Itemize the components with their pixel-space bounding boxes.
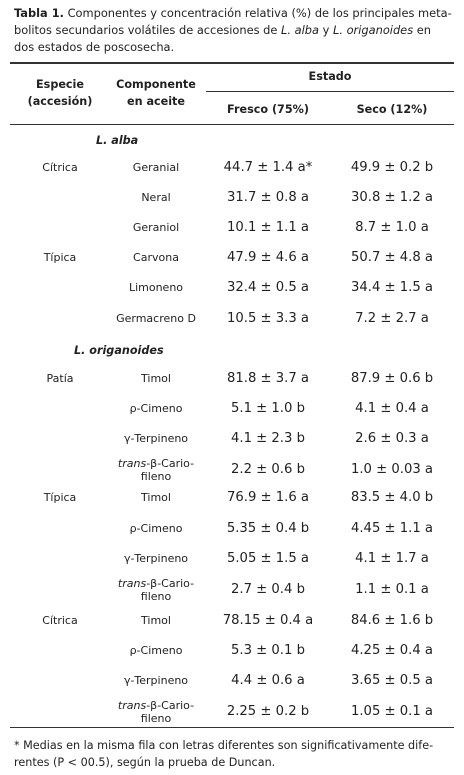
table-cell-fresco: 5.3 ± 0.1 b xyxy=(231,643,305,658)
componente-line-1: -β-Cario- xyxy=(146,457,195,470)
table-cell-componente xyxy=(106,699,206,725)
table-cell-fresco: 5.05 ± 1.5 a xyxy=(226,551,310,566)
header-estado: Estado xyxy=(308,70,352,83)
table-cell-fresco: 2.7 ± 0.4 b xyxy=(231,582,305,597)
table-cell-componente: γ-Terpineno xyxy=(123,552,189,565)
table-cell-fresco: 10.1 ± 1.1 a xyxy=(226,220,310,235)
header-bottom-rule xyxy=(10,124,454,125)
componente-line-1: -β-Cario- xyxy=(146,699,195,712)
table-cell-seco: 1.05 ± 0.1 a xyxy=(350,704,434,719)
caption-species-2: L. origanoides xyxy=(332,23,414,37)
table-cell-seco: 8.7 ± 1.0 a xyxy=(355,220,429,235)
table-cell-seco: 7.2 ± 2.7 a xyxy=(355,311,429,326)
table-cell-seco: 34.4 ± 1.5 a xyxy=(350,280,434,295)
table-cell-componente: Carvona xyxy=(133,251,179,264)
table-cell-especie: Patía xyxy=(46,372,74,385)
table-cell-especie: Cítrica xyxy=(42,161,78,174)
table-cell-componente: ρ-Cimeno xyxy=(129,644,183,657)
table-cell-seco: 4.45 ± 1.1 a xyxy=(350,521,434,536)
table-cell-componente: γ-Terpineno xyxy=(123,674,189,687)
caption-label: Tabla 1. xyxy=(14,6,64,20)
caption-text-1: Componentes y concentración relativa (%) de los principales meta-bolitos secundarios volátiles de accesiones de xyxy=(14,6,452,37)
section-l-origanoides: L. origanoides xyxy=(74,344,164,357)
footnote: * Medias en la misma fila con letras diferentes son significativamente dife-rentes (P < 00.5), según la prueba de Duncan. xyxy=(14,739,434,769)
table-cell-seco: 83.5 ± 4.0 b xyxy=(350,490,434,505)
table-cell-seco: 84.6 ± 1.6 b xyxy=(350,613,434,628)
table-cell-fresco: 2.25 ± 0.2 b xyxy=(226,704,310,719)
table-cell-componente xyxy=(106,577,206,603)
table-cell-fresco: 76.9 ± 1.6 a xyxy=(226,490,310,505)
table-cell-componente: Timol xyxy=(141,614,171,627)
table-cell-seco: 30.8 ± 1.2 a xyxy=(350,190,434,205)
table-cell-seco: 4.1 ± 1.7 a xyxy=(355,551,429,566)
table-cell-seco: 1.0 ± 0.03 a xyxy=(350,462,434,477)
header-fresco: Fresco (75%) xyxy=(227,103,309,116)
table-cell-fresco: 81.8 ± 3.7 a xyxy=(226,371,310,386)
table-cell-componente: Limoneno xyxy=(128,281,184,294)
componente-line-1: -β-Cario- xyxy=(146,577,195,590)
table-cell-seco: 4.25 ± 0.4 a xyxy=(350,643,434,658)
caption-text-mid: y xyxy=(319,23,333,37)
table-cell-fresco: 47.9 ± 4.6 a xyxy=(226,250,310,265)
table-cell-componente: ρ-Cimeno xyxy=(129,522,183,535)
table-cell-componente: Timol xyxy=(141,491,171,504)
table-cell-componente: Geraniol xyxy=(132,221,180,234)
table-cell-fresco: 10.5 ± 3.3 a xyxy=(226,311,310,326)
table-cell-componente: Germacreno D xyxy=(116,312,196,325)
componente-trans-prefix: trans xyxy=(117,577,147,590)
table-cell-especie: Cítrica xyxy=(42,614,78,627)
header-componente: Componente en aceite xyxy=(116,78,196,108)
table-cell-componente: Neral xyxy=(141,191,171,204)
table-cell-seco: 50.7 ± 4.8 a xyxy=(350,250,434,265)
estado-rule xyxy=(206,91,454,92)
componente-trans-prefix: trans xyxy=(117,699,147,712)
componente-trans-prefix: trans xyxy=(117,457,147,470)
table-cell-especie: Típica xyxy=(43,491,77,504)
componente-line-2: fileno xyxy=(140,470,172,483)
table-cell-componente: ρ-Cimeno xyxy=(129,402,183,415)
table-cell-seco: 1.1 ± 0.1 a xyxy=(355,582,429,597)
section-l-alba: L. alba xyxy=(96,134,139,147)
table-cell-fresco: 4.4 ± 0.6 a xyxy=(231,673,305,688)
table-cell-seco: 4.1 ± 0.4 a xyxy=(355,401,429,416)
header-seco: Seco (12%) xyxy=(356,103,428,116)
table-cell-fresco: 4.1 ± 2.3 b xyxy=(231,431,305,446)
table-cell-componente xyxy=(106,457,206,483)
table-cell-seco: 3.65 ± 0.5 a xyxy=(350,673,434,688)
table-cell-fresco: 5.1 ± 1.0 b xyxy=(231,401,305,416)
table-cell-seco: 49.9 ± 0.2 b xyxy=(350,160,434,175)
table-cell-fresco: 31.7 ± 0.8 a xyxy=(226,190,310,205)
caption-species-1: L. alba xyxy=(281,23,319,37)
table-bottom-rule xyxy=(10,727,454,728)
componente-line-2: fileno xyxy=(140,712,172,725)
table-cell-componente: Geranial xyxy=(132,161,180,174)
table-cell-seco: 2.6 ± 0.3 a xyxy=(355,431,429,446)
table-cell-fresco: 44.7 ± 1.4 a* xyxy=(223,160,313,175)
table-cell-componente: γ-Terpineno xyxy=(123,432,189,445)
table-cell-componente: Timol xyxy=(141,372,171,385)
table-cell-especie: Típica xyxy=(43,251,77,264)
caption-text-2: en dos estados de poscosecha. xyxy=(14,23,431,54)
table-cell-fresco: 78.15 ± 0.4 a xyxy=(222,613,314,628)
componente-line-2: fileno xyxy=(140,590,172,603)
table-caption xyxy=(14,5,454,56)
table-cell-seco: 87.9 ± 0.6 b xyxy=(350,371,434,386)
table-cell-fresco: 5.35 ± 0.4 b xyxy=(226,521,310,536)
header-especie: Especie (accesión) xyxy=(27,78,93,108)
table-top-rule xyxy=(10,62,454,64)
table-cell-fresco: 32.4 ± 0.5 a xyxy=(226,280,310,295)
table-cell-fresco: 2.2 ± 0.6 b xyxy=(231,462,305,477)
